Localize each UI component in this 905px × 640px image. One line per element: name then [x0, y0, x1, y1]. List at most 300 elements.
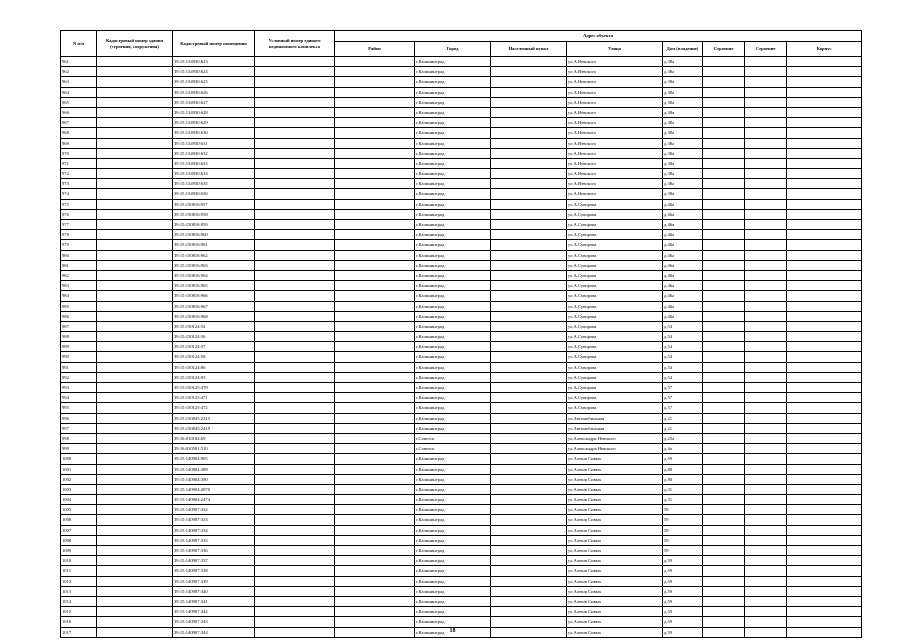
- cell-structure: [703, 444, 745, 454]
- cell-building: [745, 118, 787, 128]
- cell-district: [335, 57, 415, 67]
- cell-structure: [703, 118, 745, 128]
- cell-street: ул.А.Невского: [567, 189, 663, 199]
- cell-structure: [703, 57, 745, 67]
- cell-room-cadastral: 39:15:134930:625: [173, 77, 255, 87]
- cell-building-cadastral: [97, 199, 173, 209]
- cell-house: д.54: [663, 321, 703, 331]
- cell-structure: [703, 515, 745, 525]
- cell-house: д.21: [663, 423, 703, 433]
- cell-number: 1000: [61, 454, 97, 464]
- cell-korpus: [787, 413, 862, 423]
- cell-settlement: [491, 332, 567, 342]
- cell-structure: [703, 607, 745, 617]
- cell-building: [745, 128, 787, 138]
- cell-complex: [255, 362, 335, 372]
- cell-house: д.46а: [663, 209, 703, 219]
- cell-city: г.Калининград: [415, 617, 491, 627]
- cell-house: д.21: [663, 413, 703, 423]
- cell-building: [745, 535, 787, 545]
- cell-street: ул.А.Суворова: [567, 270, 663, 280]
- cell-settlement: [491, 362, 567, 372]
- cell-street: ул.Алешк Сивых: [567, 515, 663, 525]
- cell-settlement: [491, 383, 567, 393]
- table-row: [61, 383, 862, 393]
- cell-structure: [703, 148, 745, 158]
- cell-korpus: [787, 311, 862, 321]
- cell-number: 986: [61, 311, 97, 321]
- cell-number: 991: [61, 362, 97, 372]
- cell-city: г.Калининград: [415, 342, 491, 352]
- cell-city: г.Калининград: [415, 270, 491, 280]
- cell-house: д.57: [663, 383, 703, 393]
- cell-house: д.59: [663, 576, 703, 586]
- cell-city: г.Калининград: [415, 495, 491, 505]
- cell-house: д.80: [663, 474, 703, 484]
- cell-city: г.Калининград: [415, 250, 491, 260]
- table-row: [61, 566, 862, 576]
- cell-settlement: [491, 586, 567, 596]
- cell-district: [335, 189, 415, 199]
- col-structure-header: Строение: [703, 42, 745, 57]
- cell-settlement: [491, 281, 567, 291]
- cell-district: [335, 332, 415, 342]
- cell-city: г.Калининград: [415, 484, 491, 494]
- cell-korpus: [787, 301, 862, 311]
- cell-building: [745, 576, 787, 586]
- cell-street: ул.А.Суворова: [567, 250, 663, 260]
- page-number: 18: [449, 628, 456, 634]
- cell-settlement: [491, 189, 567, 199]
- cell-complex: [255, 148, 335, 158]
- cell-structure: [703, 546, 745, 556]
- table-row: [61, 332, 862, 342]
- cell-district: [335, 525, 415, 535]
- cell-korpus: [787, 617, 862, 627]
- cell-number: 1002: [61, 474, 97, 484]
- cell-street: ул.А.Суворова: [567, 230, 663, 240]
- cell-number: 1016: [61, 617, 97, 627]
- cell-city: г.Калининград: [415, 281, 491, 291]
- table-row: [61, 596, 862, 606]
- cell-room-cadastral: 39:15:134930:623: [173, 57, 255, 67]
- cell-house: д.59: [663, 607, 703, 617]
- cell-korpus: [787, 179, 862, 189]
- cell-street: ул.А.Невского: [567, 57, 663, 67]
- cell-city: г.Калининград: [415, 230, 491, 240]
- cell-complex: [255, 260, 335, 270]
- cell-district: [335, 556, 415, 566]
- cell-district: [335, 535, 415, 545]
- cell-settlement: [491, 209, 567, 219]
- col-complex-number-header: Условный номер единого недвижимого комплекса: [255, 31, 335, 57]
- table-row: [61, 556, 862, 566]
- cell-room-cadastral: 39:15:150125:470: [173, 383, 255, 393]
- cell-korpus: [787, 240, 862, 250]
- cell-settlement: [491, 128, 567, 138]
- cell-room-cadastral: 39:15:150816:961: [173, 240, 255, 250]
- cell-number: 982: [61, 270, 97, 280]
- cell-city: г.Калининград: [415, 525, 491, 535]
- col-number-header: N п/п: [61, 31, 97, 57]
- cell-number: 965: [61, 97, 97, 107]
- cell-complex: [255, 546, 335, 556]
- table-row: [61, 281, 862, 291]
- cell-room-cadastral: 39:15:140907:335: [173, 535, 255, 545]
- cell-room-cadastral: 39:15:140904:390: [173, 474, 255, 484]
- cell-building-cadastral: [97, 97, 173, 107]
- cell-room-cadastral: 39:15:150845:2419: [173, 423, 255, 433]
- cell-room-cadastral: 39:15:150816:958: [173, 209, 255, 219]
- cell-settlement: [491, 321, 567, 331]
- cell-room-cadastral: 39:15:134930:628: [173, 107, 255, 117]
- table-row: [61, 454, 862, 464]
- cell-structure: [703, 301, 745, 311]
- cell-building-cadastral: [97, 57, 173, 67]
- cell-korpus: [787, 77, 862, 87]
- cell-house: 59: [663, 505, 703, 515]
- cell-complex: [255, 556, 335, 566]
- cell-complex: [255, 596, 335, 606]
- cell-building-cadastral: [97, 596, 173, 606]
- table-row: [61, 189, 862, 199]
- cell-room-cadastral: 39:15:140907:343: [173, 617, 255, 627]
- cell-room-cadastral: 39:15:140907:340: [173, 586, 255, 596]
- property-register-table: [60, 30, 862, 638]
- cell-settlement: [491, 169, 567, 179]
- cell-district: [335, 444, 415, 454]
- cell-settlement: [491, 97, 567, 107]
- cell-room-cadastral: 39:15:134930:626: [173, 87, 255, 97]
- cell-korpus: [787, 169, 862, 179]
- cell-district: [335, 342, 415, 352]
- cell-building: [745, 270, 787, 280]
- cell-structure: [703, 495, 745, 505]
- table-row: [61, 515, 862, 525]
- cell-number: 964: [61, 87, 97, 97]
- cell-building: [745, 586, 787, 596]
- cell-street: ул.А.Суворова: [567, 393, 663, 403]
- cell-korpus: [787, 281, 862, 291]
- cell-structure: [703, 352, 745, 362]
- col-room-cadastral-header: Кадастровый номер помещения: [173, 31, 255, 57]
- cell-complex: [255, 342, 335, 352]
- cell-building-cadastral: [97, 179, 173, 189]
- cell-korpus: [787, 57, 862, 67]
- cell-district: [335, 220, 415, 230]
- cell-district: [335, 352, 415, 362]
- cell-city: г.Калининград: [415, 474, 491, 484]
- cell-building-cadastral: [97, 220, 173, 230]
- cell-complex: [255, 179, 335, 189]
- cell-district: [335, 607, 415, 617]
- cell-building-cadastral: [97, 169, 173, 179]
- cell-district: [335, 566, 415, 576]
- cell-city: г.Калининград: [415, 138, 491, 148]
- cell-complex: [255, 301, 335, 311]
- cell-building: [745, 474, 787, 484]
- cell-number: 1010: [61, 556, 97, 566]
- cell-complex: [255, 250, 335, 260]
- table-header: [61, 31, 862, 57]
- cell-room-cadastral: 39:15:150124:58: [173, 352, 255, 362]
- cell-korpus: [787, 383, 862, 393]
- cell-house: д.80: [663, 464, 703, 474]
- table-row: [61, 423, 862, 433]
- cell-building: [745, 454, 787, 464]
- cell-building: [745, 413, 787, 423]
- cell-complex: [255, 393, 335, 403]
- cell-city: г.Калининград: [415, 464, 491, 474]
- cell-room-cadastral: 39:15:140907:336: [173, 546, 255, 556]
- cell-room-cadastral: 39:15:150124:57: [173, 342, 255, 352]
- cell-street: ул.А.Суворова: [567, 362, 663, 372]
- cell-settlement: [491, 535, 567, 545]
- cell-street: ул.А.Суворова: [567, 260, 663, 270]
- cell-complex: [255, 525, 335, 535]
- cell-street: ул.А.Суворова: [567, 291, 663, 301]
- cell-city: г.Калининград: [415, 546, 491, 556]
- cell-district: [335, 464, 415, 474]
- cell-room-cadastral: 39:15:140804:389: [173, 464, 255, 474]
- cell-street: ул.А.Невского: [567, 67, 663, 77]
- cell-number: 975: [61, 199, 97, 209]
- cell-complex: [255, 57, 335, 67]
- cell-building: [745, 342, 787, 352]
- cell-street: ул.Алешк Сивых: [567, 535, 663, 545]
- cell-room-cadastral: 39:15:134930:627: [173, 97, 255, 107]
- table-row: [61, 138, 862, 148]
- cell-street: ул.А.Суворова: [567, 240, 663, 250]
- cell-building: [745, 393, 787, 403]
- table-row: [61, 301, 862, 311]
- cell-street: ул.А.Невского: [567, 77, 663, 87]
- cell-number: 983: [61, 281, 97, 291]
- cell-street: ул.А.Суворова: [567, 311, 663, 321]
- cell-city: г.Калининград: [415, 189, 491, 199]
- cell-house: д.38а: [663, 128, 703, 138]
- cell-complex: [255, 607, 335, 617]
- cell-building-cadastral: [97, 617, 173, 627]
- cell-korpus: [787, 444, 862, 454]
- cell-city: г.Калининград: [415, 199, 491, 209]
- cell-building: [745, 372, 787, 382]
- cell-number: 1012: [61, 576, 97, 586]
- cell-structure: [703, 393, 745, 403]
- cell-district: [335, 97, 415, 107]
- cell-building: [745, 77, 787, 87]
- cell-number: 988: [61, 332, 97, 342]
- table-row: [61, 291, 862, 301]
- cell-house: д.38а: [663, 169, 703, 179]
- cell-room-cadastral: 39:15:134930:630: [173, 128, 255, 138]
- cell-building: [745, 250, 787, 260]
- cell-city: г.Калининград: [415, 128, 491, 138]
- cell-number: 974: [61, 189, 97, 199]
- table-row: [61, 403, 862, 413]
- cell-room-cadastral: 39:15:150816:957: [173, 199, 255, 209]
- cell-building: [745, 423, 787, 433]
- cell-room-cadastral: 39:15:150816:967: [173, 301, 255, 311]
- cell-complex: [255, 505, 335, 515]
- cell-structure: [703, 332, 745, 342]
- cell-building-cadastral: [97, 158, 173, 168]
- col-building-cadastral-header: Кадастровый номер здания (строения, сооружения): [97, 31, 173, 57]
- cell-number: 961: [61, 57, 97, 67]
- cell-district: [335, 169, 415, 179]
- cell-room-cadastral: 39:15:150125:471: [173, 393, 255, 403]
- cell-structure: [703, 209, 745, 219]
- cell-street: ул.Алешк Сивых: [567, 627, 663, 637]
- cell-korpus: [787, 454, 862, 464]
- cell-city: г.Калининград: [415, 393, 491, 403]
- cell-district: [335, 546, 415, 556]
- cell-structure: [703, 464, 745, 474]
- cell-complex: [255, 454, 335, 464]
- cell-district: [335, 158, 415, 168]
- cell-building: [745, 433, 787, 443]
- cell-house: д.38а: [663, 107, 703, 117]
- cell-building-cadastral: [97, 332, 173, 342]
- cell-settlement: [491, 138, 567, 148]
- cell-number: 1001: [61, 464, 97, 474]
- cell-street: ул.Автомобильная: [567, 413, 663, 423]
- table-row: [61, 230, 862, 240]
- cell-building: [745, 352, 787, 362]
- cell-structure: [703, 413, 745, 423]
- cell-building-cadastral: [97, 342, 173, 352]
- cell-room-cadastral: 39:15:150125:472: [173, 403, 255, 413]
- table-row: [61, 250, 862, 260]
- cell-complex: [255, 230, 335, 240]
- table-row: [61, 586, 862, 596]
- cell-structure: [703, 556, 745, 566]
- cell-street: ул.Алешк Сивых: [567, 556, 663, 566]
- cell-number: 985: [61, 301, 97, 311]
- cell-street: ул.А.Суворова: [567, 383, 663, 393]
- cell-building: [745, 321, 787, 331]
- table-row: [61, 525, 862, 535]
- cell-number: 1007: [61, 525, 97, 535]
- cell-number: 963: [61, 77, 97, 87]
- col-korpus-header: Корпус: [787, 42, 862, 57]
- cell-building: [745, 97, 787, 107]
- cell-building: [745, 596, 787, 606]
- cell-house: д.59: [663, 627, 703, 637]
- cell-house: д.54: [663, 372, 703, 382]
- cell-structure: [703, 586, 745, 596]
- cell-district: [335, 362, 415, 372]
- cell-korpus: [787, 403, 862, 413]
- cell-building: [745, 230, 787, 240]
- cell-structure: [703, 525, 745, 535]
- cell-room-cadastral: 39:15:134930:632: [173, 148, 255, 158]
- cell-room-cadastral: 39:15:140907:337: [173, 556, 255, 566]
- cell-settlement: [491, 311, 567, 321]
- cell-house: д.54: [663, 362, 703, 372]
- cell-number: 984: [61, 291, 97, 301]
- cell-district: [335, 454, 415, 464]
- cell-room-cadastral: 39:15:140904:2474: [173, 495, 255, 505]
- cell-house: д.59: [663, 586, 703, 596]
- cell-number: 968: [61, 128, 97, 138]
- cell-city: г.Калининград: [415, 372, 491, 382]
- cell-city: г.Калининград: [415, 505, 491, 515]
- cell-building-cadastral: [97, 189, 173, 199]
- cell-building: [745, 484, 787, 494]
- cell-complex: [255, 97, 335, 107]
- cell-complex: [255, 484, 335, 494]
- cell-number: 979: [61, 240, 97, 250]
- cell-settlement: [491, 220, 567, 230]
- cell-street: ул.Алешк Сивых: [567, 525, 663, 535]
- cell-room-cadastral: 39:15:150816:964: [173, 270, 255, 280]
- cell-district: [335, 474, 415, 484]
- cell-district: [335, 270, 415, 280]
- cell-complex: [255, 220, 335, 230]
- cell-city: г.Калининград: [415, 627, 491, 637]
- cell-structure: [703, 383, 745, 393]
- cell-building-cadastral: [97, 270, 173, 280]
- cell-korpus: [787, 199, 862, 209]
- cell-settlement: [491, 57, 567, 67]
- cell-building-cadastral: [97, 586, 173, 596]
- cell-number: 972: [61, 169, 97, 179]
- cell-city: г.Калининград: [415, 596, 491, 606]
- cell-korpus: [787, 250, 862, 260]
- table-row: [61, 97, 862, 107]
- cell-house: д.46а: [663, 291, 703, 301]
- cell-number: 981: [61, 260, 97, 270]
- cell-structure: [703, 505, 745, 515]
- cell-complex: [255, 321, 335, 331]
- cell-structure: [703, 474, 745, 484]
- cell-building-cadastral: [97, 546, 173, 556]
- cell-complex: [255, 576, 335, 586]
- cell-city: г.Калининград: [415, 535, 491, 545]
- cell-city: г.Калининград: [415, 556, 491, 566]
- cell-complex: [255, 383, 335, 393]
- cell-korpus: [787, 556, 862, 566]
- cell-room-cadastral: 39:15:134930:629: [173, 118, 255, 128]
- cell-complex: [255, 77, 335, 87]
- cell-settlement: [491, 495, 567, 505]
- cell-building-cadastral: [97, 372, 173, 382]
- cell-korpus: [787, 505, 862, 515]
- cell-number: 971: [61, 158, 97, 168]
- cell-building: [745, 464, 787, 474]
- cell-city: г.Калининград: [415, 586, 491, 596]
- cell-structure: [703, 230, 745, 240]
- cell-room-cadastral: 39:15:134930:634: [173, 169, 255, 179]
- table-row: [61, 169, 862, 179]
- cell-structure: [703, 454, 745, 464]
- cell-city: г.Калининград: [415, 383, 491, 393]
- cell-building-cadastral: [97, 505, 173, 515]
- cell-city: г.Калининград: [415, 179, 491, 189]
- cell-structure: [703, 433, 745, 443]
- cell-number: 966: [61, 107, 97, 117]
- cell-building: [745, 240, 787, 250]
- cell-street: ул.Автомобильная: [567, 423, 663, 433]
- cell-street: ул.А.Невского: [567, 158, 663, 168]
- cell-house: д.31: [663, 484, 703, 494]
- cell-korpus: [787, 495, 862, 505]
- cell-structure: [703, 128, 745, 138]
- cell-building: [745, 566, 787, 576]
- cell-house: д.4а: [663, 444, 703, 454]
- table-body: [61, 57, 862, 638]
